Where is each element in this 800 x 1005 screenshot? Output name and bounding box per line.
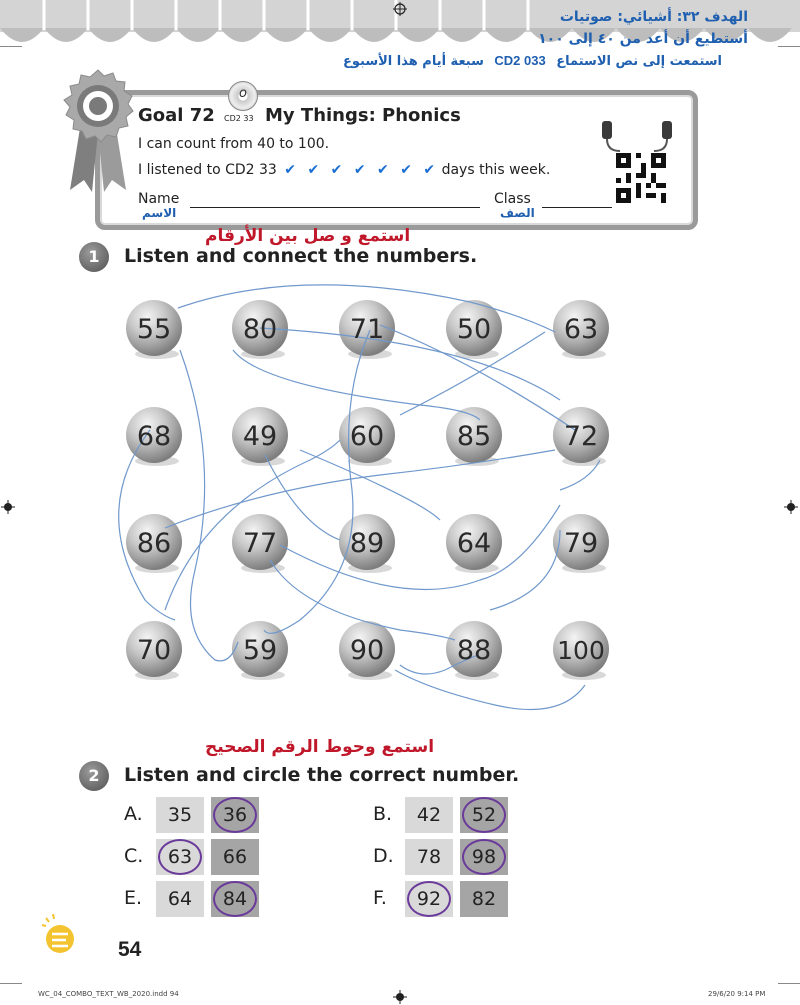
- listened-suffix: days this week.: [441, 162, 551, 178]
- ball-number-label: 77: [242, 528, 278, 559]
- crop-mark: [778, 46, 800, 47]
- goal-line-listened: [138, 162, 550, 178]
- day-check-tick[interactable]: ✔: [284, 162, 296, 178]
- ball-number-label: 100: [557, 636, 605, 665]
- answer-circle: [462, 839, 506, 875]
- ex2-item-d: [373, 839, 573, 875]
- goal-line-count: I can count from 40 to 100.: [138, 136, 330, 152]
- item-letter: B.: [373, 803, 393, 825]
- option[interactable]: 63: [156, 839, 204, 875]
- registration-mark-icon: [393, 990, 407, 1004]
- ex2-item-a: [124, 797, 324, 833]
- ball-number-label: 72: [563, 421, 599, 452]
- goal-card: [95, 86, 698, 230]
- option[interactable]: 35: [156, 797, 204, 833]
- ball-number-label: 60: [349, 421, 385, 452]
- name-label: Name: [138, 191, 180, 207]
- class-field[interactable]: [542, 207, 612, 208]
- ball-number-label: 68: [136, 421, 172, 452]
- ball-number-label: 71: [349, 314, 385, 345]
- option[interactable]: 78: [405, 839, 453, 875]
- crop-mark: [778, 983, 800, 984]
- day-check-tick[interactable]: ✔: [423, 162, 436, 178]
- ball-number-label: 50: [456, 314, 492, 345]
- ball-number-label: 86: [136, 528, 172, 559]
- class-arabic: الصف: [500, 206, 535, 220]
- answer-circle: [462, 797, 506, 833]
- page-number: 54: [118, 938, 142, 961]
- name-field[interactable]: [190, 207, 480, 208]
- option[interactable]: 98: [460, 839, 508, 875]
- day-check-tick[interactable]: ✔: [400, 162, 412, 178]
- ex1-number-badge: 1: [79, 242, 109, 272]
- option[interactable]: 42: [405, 797, 453, 833]
- ball-number-label: 85: [456, 421, 492, 452]
- crop-mark: [0, 46, 22, 47]
- answer-circle: [213, 881, 257, 917]
- option[interactable]: 64: [156, 881, 204, 917]
- qr-code-icon[interactable]: [616, 153, 666, 203]
- ball-number-label: 79: [563, 528, 599, 559]
- option[interactable]: 52: [460, 797, 508, 833]
- ball-number-label: 55: [136, 314, 172, 345]
- ex2-arabic-instruction: استمع وحوط الرقم الصحيح: [205, 737, 435, 757]
- goal-label: Goal 72: [138, 105, 215, 126]
- ball-number-label: 89: [349, 528, 385, 559]
- ball-number-label: 59: [242, 635, 278, 666]
- cd-label: CD2 33: [224, 114, 254, 123]
- ball-number-label: 88: [456, 635, 492, 666]
- goal-title: My Things: Phonics: [265, 105, 461, 126]
- answer-circle: [407, 881, 451, 917]
- day-check-tick[interactable]: ✔: [377, 162, 389, 178]
- ex1-arabic-instruction: استمع و صل بين الأرقام: [205, 226, 411, 246]
- option[interactable]: 84: [211, 881, 259, 917]
- item-letter: F.: [373, 887, 387, 909]
- arabic-listened: استمعت إلى نص الاستماع: [556, 54, 722, 69]
- arabic-listening-line: [343, 53, 722, 69]
- option[interactable]: 36: [211, 797, 259, 833]
- ex1-title: Listen and connect the numbers.: [124, 245, 478, 267]
- item-letter: A.: [124, 803, 143, 825]
- arabic-goal-title: الهدف ٣٢: أشيائي: صوتيات: [559, 9, 748, 25]
- day-check-tick[interactable]: ✔: [330, 162, 343, 178]
- ex2-item-e: [124, 881, 324, 917]
- publisher-logo-icon: [40, 912, 80, 958]
- item-letter: E.: [124, 887, 143, 909]
- ex2-number-badge: 2: [79, 761, 109, 791]
- footer-timestamp: 29/6/20 9:14 PM: [708, 990, 766, 998]
- option[interactable]: 92: [405, 881, 453, 917]
- ball-number-label: 64: [456, 528, 492, 559]
- arabic-days: سبعة أيام هذا الأسبوع: [343, 54, 484, 69]
- cd-mark: o: [239, 86, 247, 101]
- ball-number-label: 70: [136, 635, 172, 666]
- answer-circle: [158, 839, 202, 875]
- listened-prefix: I listened to CD2 33: [138, 162, 277, 178]
- headphones-icon: [598, 113, 678, 153]
- answer-circle: [213, 797, 257, 833]
- name-arabic: الاسم: [142, 206, 177, 220]
- goal-badge-icon: [58, 68, 138, 194]
- crop-mark: [0, 983, 22, 984]
- ball-number-label: 90: [349, 635, 385, 666]
- day-check-tick[interactable]: ✔: [353, 162, 366, 178]
- day-check-tick[interactable]: ✔: [307, 162, 320, 178]
- class-label: Class: [494, 191, 531, 207]
- ex2-item-f: [373, 881, 573, 917]
- ball-number-label: 80: [242, 314, 278, 345]
- ball-number-label: 49: [242, 421, 278, 452]
- ex2-item-b: [373, 797, 573, 833]
- arabic-cd: CD2 033: [494, 53, 546, 68]
- ex2-title: Listen and circle the correct number.: [124, 764, 520, 786]
- option[interactable]: 66: [211, 839, 259, 875]
- footer-file-slug: WC_04_COMBO_TEXT_WB_2020.indd 94: [38, 990, 179, 998]
- cd-icon: [228, 81, 258, 111]
- ball-number-label: 63: [563, 314, 599, 345]
- item-letter: D.: [373, 845, 394, 867]
- item-letter: C.: [124, 845, 144, 867]
- arabic-count-objective: أستطيع أن أعد من ٤٠ إلى ١٠٠: [538, 31, 748, 47]
- option[interactable]: 82: [460, 881, 508, 917]
- ex2-item-c: [124, 839, 324, 875]
- connect-numbers-grid: [0, 270, 800, 730]
